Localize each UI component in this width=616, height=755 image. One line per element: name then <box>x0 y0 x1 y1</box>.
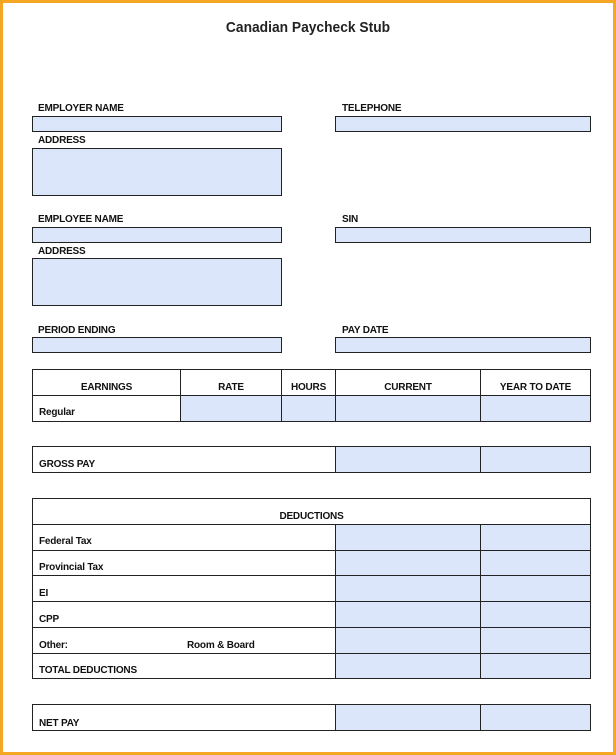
earnings-col-divider <box>480 370 481 421</box>
employer-address-label: ADDRESS <box>38 135 86 146</box>
regular-rate-cell[interactable] <box>181 396 281 421</box>
page-title: Canadian Paycheck Stub <box>225 19 391 36</box>
sin-field[interactable] <box>335 227 591 243</box>
provincial-tax-label: Provincial Tax <box>39 562 104 573</box>
deductions-header: DEDUCTIONS <box>279 511 344 522</box>
employer-name-field[interactable] <box>32 116 282 132</box>
employer-address-field[interactable] <box>32 148 282 196</box>
earnings-col-divider <box>180 370 181 421</box>
earnings-table <box>32 369 591 422</box>
sin-label: SIN <box>342 214 359 225</box>
earnings-col-divider <box>281 370 282 421</box>
gross-pay-label: GROSS PAY <box>39 459 95 470</box>
deductions-col-divider <box>480 524 481 678</box>
cpp-label: CPP <box>39 614 59 625</box>
gross-pay-current-cell[interactable] <box>336 447 480 472</box>
earnings-header: EARNINGS <box>80 382 133 393</box>
net-col-divider <box>480 705 481 730</box>
federal-tax-label: Federal Tax <box>39 536 92 547</box>
telephone-field[interactable] <box>335 116 591 132</box>
gross-col-divider <box>335 447 336 472</box>
regular-ytd-cell[interactable] <box>481 396 590 421</box>
deductions-table <box>32 498 591 679</box>
deductions-row-divider <box>33 550 590 551</box>
total-deductions-label: TOTAL DEDUCTIONS <box>39 665 137 676</box>
employer-name-label: EMPLOYER NAME <box>38 103 124 114</box>
employee-name-label: EMPLOYEE NAME <box>38 214 124 225</box>
pay-date-label: PAY DATE <box>342 325 389 336</box>
period-ending-label: PERIOD ENDING <box>38 325 116 336</box>
deductions-row-divider <box>33 601 590 602</box>
regular-row-label: Regular <box>39 407 75 418</box>
deductions-row-divider <box>33 653 590 654</box>
net-col-divider <box>335 705 336 730</box>
deductions-row-divider <box>33 575 590 576</box>
current-header: CURRENT <box>384 382 432 393</box>
gross-col-divider <box>480 447 481 472</box>
net-pay-ytd-cell[interactable] <box>481 705 590 730</box>
period-ending-field[interactable] <box>32 337 282 353</box>
ei-label: EI <box>39 588 49 599</box>
deductions-row-divider <box>33 627 590 628</box>
net-pay-current-cell[interactable] <box>336 705 480 730</box>
other-detail-label: Room & Board <box>187 640 255 651</box>
regular-hours-cell[interactable] <box>282 396 335 421</box>
gross-pay-row <box>32 446 591 473</box>
gross-pay-ytd-cell[interactable] <box>481 447 590 472</box>
employee-address-label: ADDRESS <box>38 246 86 257</box>
ytd-header: YEAR TO DATE <box>499 382 572 393</box>
employee-address-field[interactable] <box>32 258 282 306</box>
employee-name-field[interactable] <box>32 227 282 243</box>
earnings-col-divider <box>335 370 336 421</box>
pay-date-field[interactable] <box>335 337 591 353</box>
net-pay-row <box>32 704 591 731</box>
other-label: Other: <box>39 640 68 651</box>
telephone-label: TELEPHONE <box>342 103 402 114</box>
deductions-row-divider <box>33 524 590 525</box>
hours-header: HOURS <box>290 382 327 393</box>
deductions-col-divider <box>335 524 336 678</box>
rate-header: RATE <box>218 382 244 393</box>
earnings-header-divider <box>33 395 590 396</box>
net-pay-label: NET PAY <box>39 718 80 729</box>
regular-current-cell[interactable] <box>336 396 480 421</box>
